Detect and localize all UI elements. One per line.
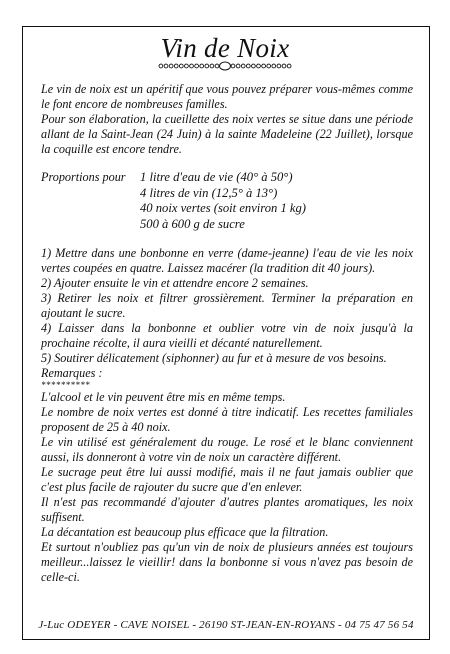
ornament-ring: [252, 64, 256, 68]
ornament-ring: [257, 64, 261, 68]
ornament-ring: [169, 64, 173, 68]
remark-item: Il n'est pas recommandé d'ajouter d'autres plantes aromatiques, les noix suffisent.: [41, 495, 413, 524]
ornament-ring: [262, 64, 266, 68]
ornament-ring: [200, 64, 204, 68]
ornament-ring: [179, 64, 183, 68]
ornament-ring: [215, 64, 219, 68]
step-item: 4) Laisser dans la bonbonne et oublier votre vin de noix jusqu'à la prochaine récolte, il aura vieilli et décanté naturellement.: [41, 321, 413, 350]
remark-item: Le sucrage peut être lui aussi modifié, mais il ne faut jamais oublier que c'est plus facile de rajouter du sucre que d'en enlever.: [41, 465, 413, 494]
proportion-item: 1 litre d'eau de vie (40° à 50°): [140, 170, 293, 184]
remark-item: Et surtout n'oubliez pas qu'un vin de noix de plusieurs années est toujours meilleur...laissez le vieillir! dans la bonbonne si vous n'avez pas besoin de celle-ci.: [41, 540, 413, 584]
ornament-ring: [159, 64, 163, 68]
step-item: 2) Ajouter ensuite le vin et attendre encore 2 semaines.: [41, 276, 309, 290]
ornament-ring: [210, 64, 214, 68]
step-item: 3) Retirer les noix et filtrer grossièrement. Terminer la préparation en ajoutant le sucre.: [41, 291, 413, 320]
footer-contact: J-Luc ODEYER - CAVE NOISEL - 26190 ST-JEAN-EN-ROYANS - 04 75 47 56 54: [38, 619, 414, 631]
remarks-heading: Remarques :: [41, 366, 103, 380]
ornament-ring: [282, 64, 286, 68]
ornament-ring: [231, 64, 235, 68]
remark-item: Le vin utilisé est généralement du rouge. Le rosé et le blanc conviennent aussi, ils donneront à votre vin de noix un caractère différent.: [41, 435, 413, 464]
intro-paragraph: Pour son élaboration, la cueillette des noix vertes se situe dans une période allant de la Saint-Jean (24 Juin) à la sainte Madeleine (22 Juillet), lorsque la coquille est encore tendre.: [41, 112, 413, 156]
ornament-ring: [190, 64, 194, 68]
ornament-ring: [195, 64, 199, 68]
proportions-block: [41, 170, 413, 232]
remarks-stars: **********: [41, 380, 90, 390]
recipe-body: [41, 82, 413, 585]
ornament-ring: [241, 64, 245, 68]
proportions-list: [140, 170, 413, 232]
ornament-ring: [246, 64, 250, 68]
ornament-ring: [287, 64, 291, 68]
remark-item: Le nombre de noix vertes est donné à titre indicatif. Les recettes familiales proposent de 25 à 40 noix.: [41, 405, 413, 434]
proportion-item: 40 noix vertes (soit environ 1 kg): [140, 201, 307, 215]
ornament-ring: [236, 64, 240, 68]
proportion-item: 500 à 600 g de sucre: [140, 216, 245, 231]
proportion-item: 4 litres de vin (12,5° à 13°): [140, 185, 278, 200]
title-ornament: [150, 61, 300, 71]
ornament-ring: [267, 64, 271, 68]
ornament-ring: [164, 64, 168, 68]
page-title: Vin de Noix: [160, 33, 290, 63]
step-item: 5) Soutirer délicatement (siphonner) au fur et à mesure de vos besoins.: [41, 351, 387, 365]
ornament-ring: [272, 64, 276, 68]
proportions-label: Proportions pour: [41, 170, 126, 184]
ornament-ring: [185, 64, 189, 68]
ornament-ring: [174, 64, 178, 68]
ornament-ring: [205, 64, 209, 68]
intro-paragraph: Le vin de noix est un apéritif que vous pouvez préparer vous-mêmes comme le font encore de nombreuses familles.: [41, 82, 413, 111]
step-item: 1) Mettre dans une bonbonne en verre (dame-jeanne) l'eau de vie les noix vertes coupées en quatre. Laissez macérer (la tradition dit 40 jours).: [41, 246, 413, 275]
remark-item: L'alcool et le vin peuvent être mis en même temps.: [41, 390, 286, 404]
ornament-ring: [277, 64, 281, 68]
remark-item: La décantation est beaucoup plus efficace que la filtration.: [41, 525, 329, 539]
